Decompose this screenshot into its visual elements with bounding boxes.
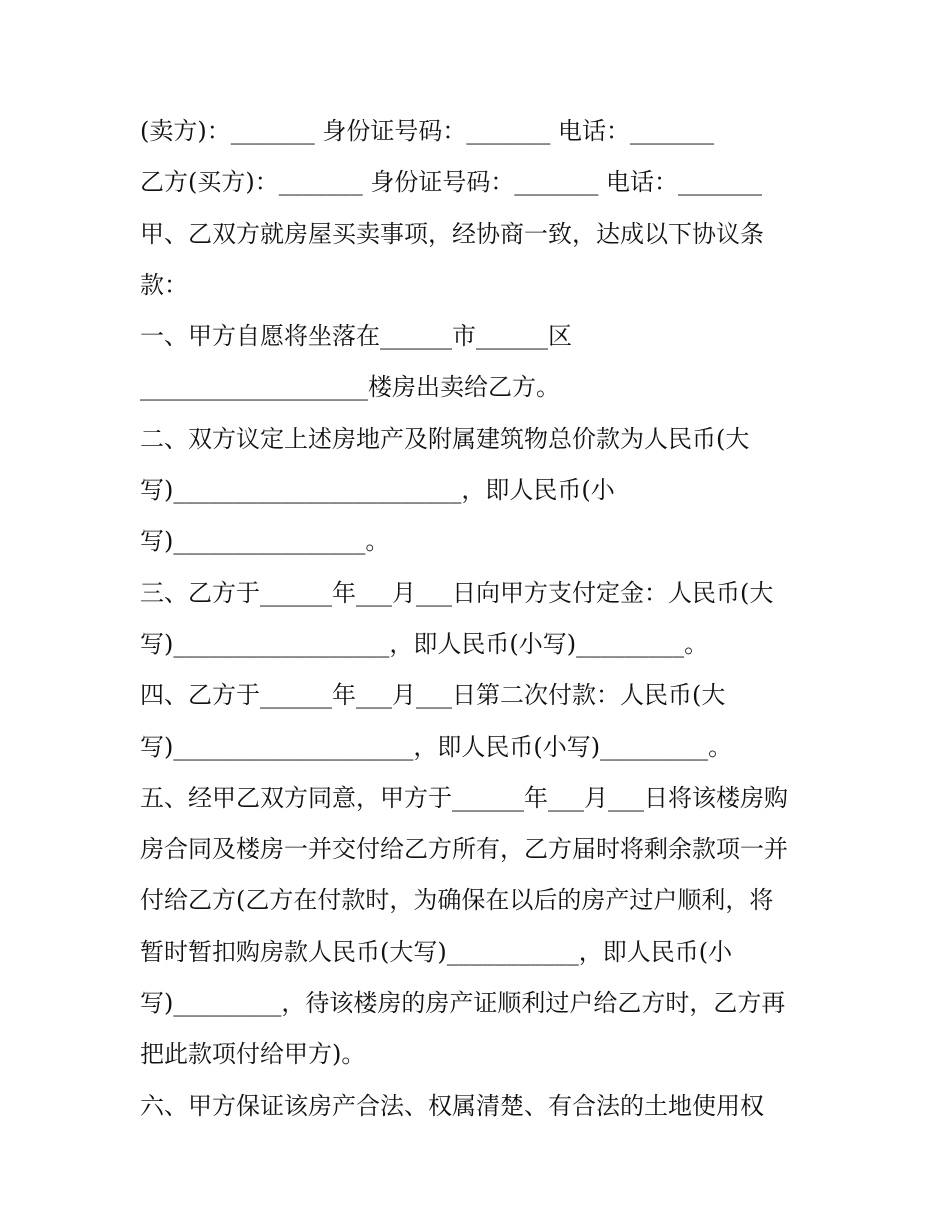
clause-5-line: 五、经甲乙双方同意，甲方于______年___月___日将该楼房购 [140, 783, 788, 812]
agreement-intro-line: 款： [140, 270, 188, 299]
agreement-intro-line: 甲、乙双方就房屋买卖事项，经协商一致，达成以下协议条 [140, 219, 764, 248]
clause-3-line: 三、乙方于______年___月___日向甲方支付定金：人民币(大 [140, 578, 774, 607]
clause-5-line: 暂时暂扣购房款人民币(大写)___________，即人民币(小 [140, 937, 733, 966]
buyer-info-line: 乙方(买方)：_______ 身份证号码：_______ 电话：_______ [140, 168, 762, 197]
clause-5-line: 写)_________，待该楼房的房产证顺利过户给乙方时，乙方再 [140, 989, 786, 1018]
clause-5-line: 把此款项付给甲方)。 [140, 1040, 366, 1069]
clause-3-line: 写)__________________，即人民币(小写)_________。 [140, 629, 709, 658]
seller-info-line: (卖方)：_______ 身份证号码：_______ 电话：_______ [140, 117, 714, 145]
clause-2-line: 写)________________________，即人民币(小 [140, 476, 615, 505]
clause-1-line: ___________________楼房出卖给乙方。 [140, 373, 560, 402]
clause-6-line: 六、甲方保证该房产合法、权属清楚、有合法的土地使用权 [140, 1091, 764, 1120]
clause-2-line: 写)________________。 [140, 527, 390, 556]
clause-4-line: 四、乙方于______年___月___日第二次付款：人民币(大 [140, 681, 726, 710]
clause-2-line: 二、双方议定上述房地产及附属建筑物总价款为人民币(大 [140, 424, 750, 453]
clause-5-line: 房合同及楼房一并交付给乙方所有，乙方届时将剩余款项一并 [140, 835, 788, 864]
contract-body [140, 106, 830, 1132]
clause-5-line: 付给乙方(乙方在付款时，为确保在以后的房产过户顺利，将 [140, 886, 774, 915]
clause-4-line: 写)____________________，即人民币(小写)_________。 [140, 732, 733, 761]
clause-1-line: 一、甲方自愿将坐落在______市______区 [140, 322, 572, 351]
